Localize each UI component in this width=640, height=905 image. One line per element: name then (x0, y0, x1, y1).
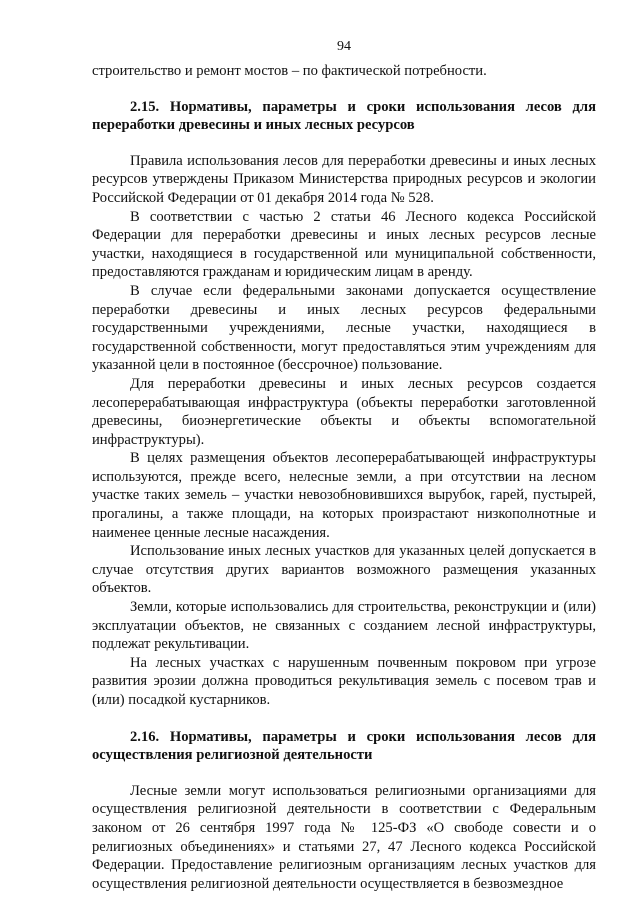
spacer (92, 710, 596, 728)
paragraph: Для переработки древесины и иных лесных ресурсов создается лесоперерабатывающая инфраструктура (объекты переработки заготовленной древесины, биоэнергетические объекты и объекты вспомогательной инфраструктуры). (92, 375, 596, 448)
section-heading-2-15: 2.15. Нормативы, параметры и сроки использования лесов для переработки древесины и иных лесных ресурсов (92, 98, 596, 134)
spacer (92, 765, 596, 782)
paragraph: Использование иных лесных участков для указанных целей допускается в случае отсутствия других вариантов возможного размещения указанных объектов. (92, 543, 596, 597)
paragraph: В случае если федеральными законами допускается осуществление переработки древесины и иных лесных ресурсов федеральными государственными учреждениями, лесные участки, находящиеся в государственной собственности, могут предоставляться этим учреждениям для указанной цели в постоянное (бессрочное) пользование. (92, 282, 596, 374)
section-2-16 (92, 728, 596, 894)
paragraph: Земли, которые использовались для строительства, реконструкции и (или) эксплуатации объектов, не связанных с созданием лесной инфраструктуры, подлежат рекультивации. (92, 599, 596, 653)
section-2-15 (92, 98, 596, 710)
continuation-paragraph: строительство и ремонт мостов – по фактической потребности. (92, 63, 487, 79)
paragraph: В целях размещения объектов лесоперерабатывающей инфраструктуры используются, прежде всего, нелесные земли, а при отсутствии на лесном участке таких земель – участки невозобновившихся вырубок, гарей, пустырей, прогалины, а также площади, на которых произрастают низкополнотные и наименее ценные лесные насаждения. (92, 450, 596, 541)
spacer (92, 135, 596, 152)
page-content (92, 62, 596, 893)
page-number: 94 (337, 39, 351, 54)
paragraph: Лесные земли могут использоваться религиозными организациями для осуществления религиозной деятельности в соответствии с Федеральным законом от 26 сентября 1997 года № 125-ФЗ «О свободе совести и о религиозных объединениях» и статьями 27, 47 Лесного кодекса Российской Федерации. Предоставление религиозным организациям лесных участков для осуществления религиозной деятельности осуществляется в безвозмездное (92, 782, 596, 892)
spacer (92, 81, 596, 98)
paragraph: Правила использования лесов для переработки древесины и иных лесных ресурсов утверждены Приказом Министерства природных ресурсов и экологии Российской Федерации от 01 декабря 2014 года № 528. (92, 152, 596, 206)
paragraph: На лесных участках с нарушенным почвенным покровом при угрозе развития эрозии должна проводиться рекультивация земель с посевом трав и (или) посадкой кустарников. (92, 654, 596, 708)
paragraph: В соответствии с частью 2 статьи 46 Лесного кодекса Российской Федерации для переработки древесины и иных лесных ресурсов лесные участки, находящиеся в государственной или муниципальной собственности, предоставляются гражданам и юридическим лицам в аренду. (92, 208, 596, 281)
section-heading-2-16: 2.16. Нормативы, параметры и сроки использования лесов для осуществления религиозной деятельности (92, 728, 596, 764)
